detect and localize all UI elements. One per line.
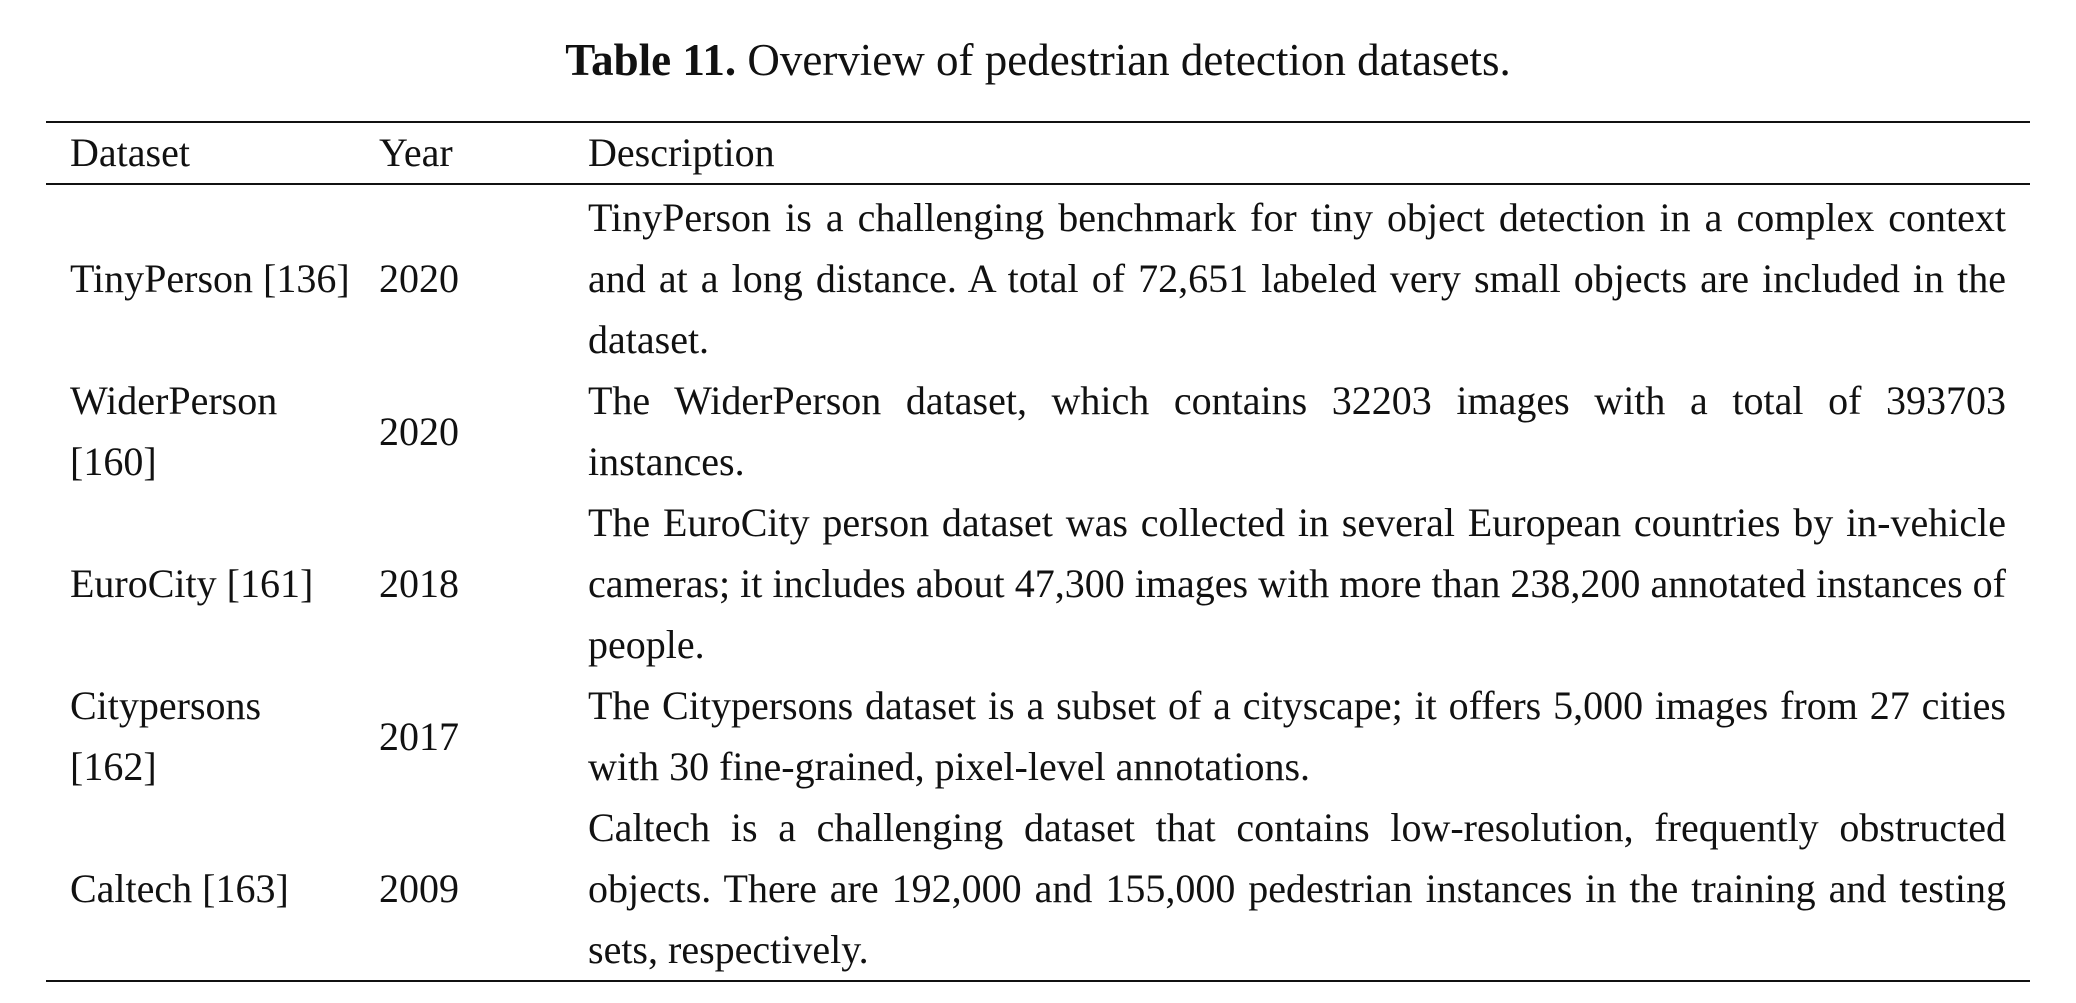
header-dataset: Dataset bbox=[46, 123, 355, 184]
cell-dataset: EuroCity [161] bbox=[70, 561, 314, 606]
table-row bbox=[46, 797, 2030, 980]
cell-dataset: TinyPerson [136] bbox=[70, 256, 350, 301]
table-caption-label: Table 11. bbox=[565, 35, 737, 85]
cell-description: The WiderPerson dataset, which contains 32203 images with a total of 393703 instances. bbox=[588, 378, 2006, 484]
cell-description: The EuroCity person dataset was collected in several European countries by in-vehicle cameras; it includes about 47,300 images with more than 238,200 annotated instances of people. bbox=[588, 500, 2006, 667]
table-row bbox=[46, 370, 2030, 492]
cell-year: 2009 bbox=[379, 866, 459, 911]
table-caption-text: Overview of pedestrian detection datasets. bbox=[736, 35, 1511, 85]
cell-year: 2017 bbox=[379, 713, 459, 759]
table-row bbox=[46, 492, 2030, 675]
cell-dataset: WiderPerson [160] bbox=[70, 378, 278, 484]
header-year: Year bbox=[355, 123, 564, 184]
cell-description: TinyPerson is a challenging benchmark for tiny object detection in a complex context and at a long distance. A total of 72,651 labeled very small objects are included in the dataset. bbox=[588, 195, 2006, 362]
table-body bbox=[46, 184, 2030, 980]
header-row bbox=[46, 123, 2030, 184]
datasets-table-container bbox=[46, 121, 2030, 982]
cell-year: 2020 bbox=[379, 256, 459, 301]
header-description: Description bbox=[564, 123, 2030, 184]
cell-description: The Citypersons dataset is a subset of a cityscape; it offers 5,000 images from 27 cities with 30 fine-grained, pixel-level annotations. bbox=[588, 683, 2006, 789]
table-caption bbox=[0, 30, 2076, 90]
cell-year: 2018 bbox=[379, 561, 459, 606]
table-header bbox=[46, 123, 2030, 184]
cell-description: Caltech is a challenging dataset that contains low-resolution, frequently obstructed objects. There are 192,000 and 155,000 pedestrian instances in the training and testing sets, respectively. bbox=[588, 805, 2006, 972]
cell-dataset: Caltech [163] bbox=[70, 866, 289, 911]
datasets-table bbox=[46, 123, 2030, 980]
table-row bbox=[46, 675, 2030, 797]
cell-year: 2020 bbox=[379, 408, 459, 454]
table-row bbox=[46, 184, 2030, 370]
cell-dataset: Citypersons [162] bbox=[70, 683, 262, 789]
